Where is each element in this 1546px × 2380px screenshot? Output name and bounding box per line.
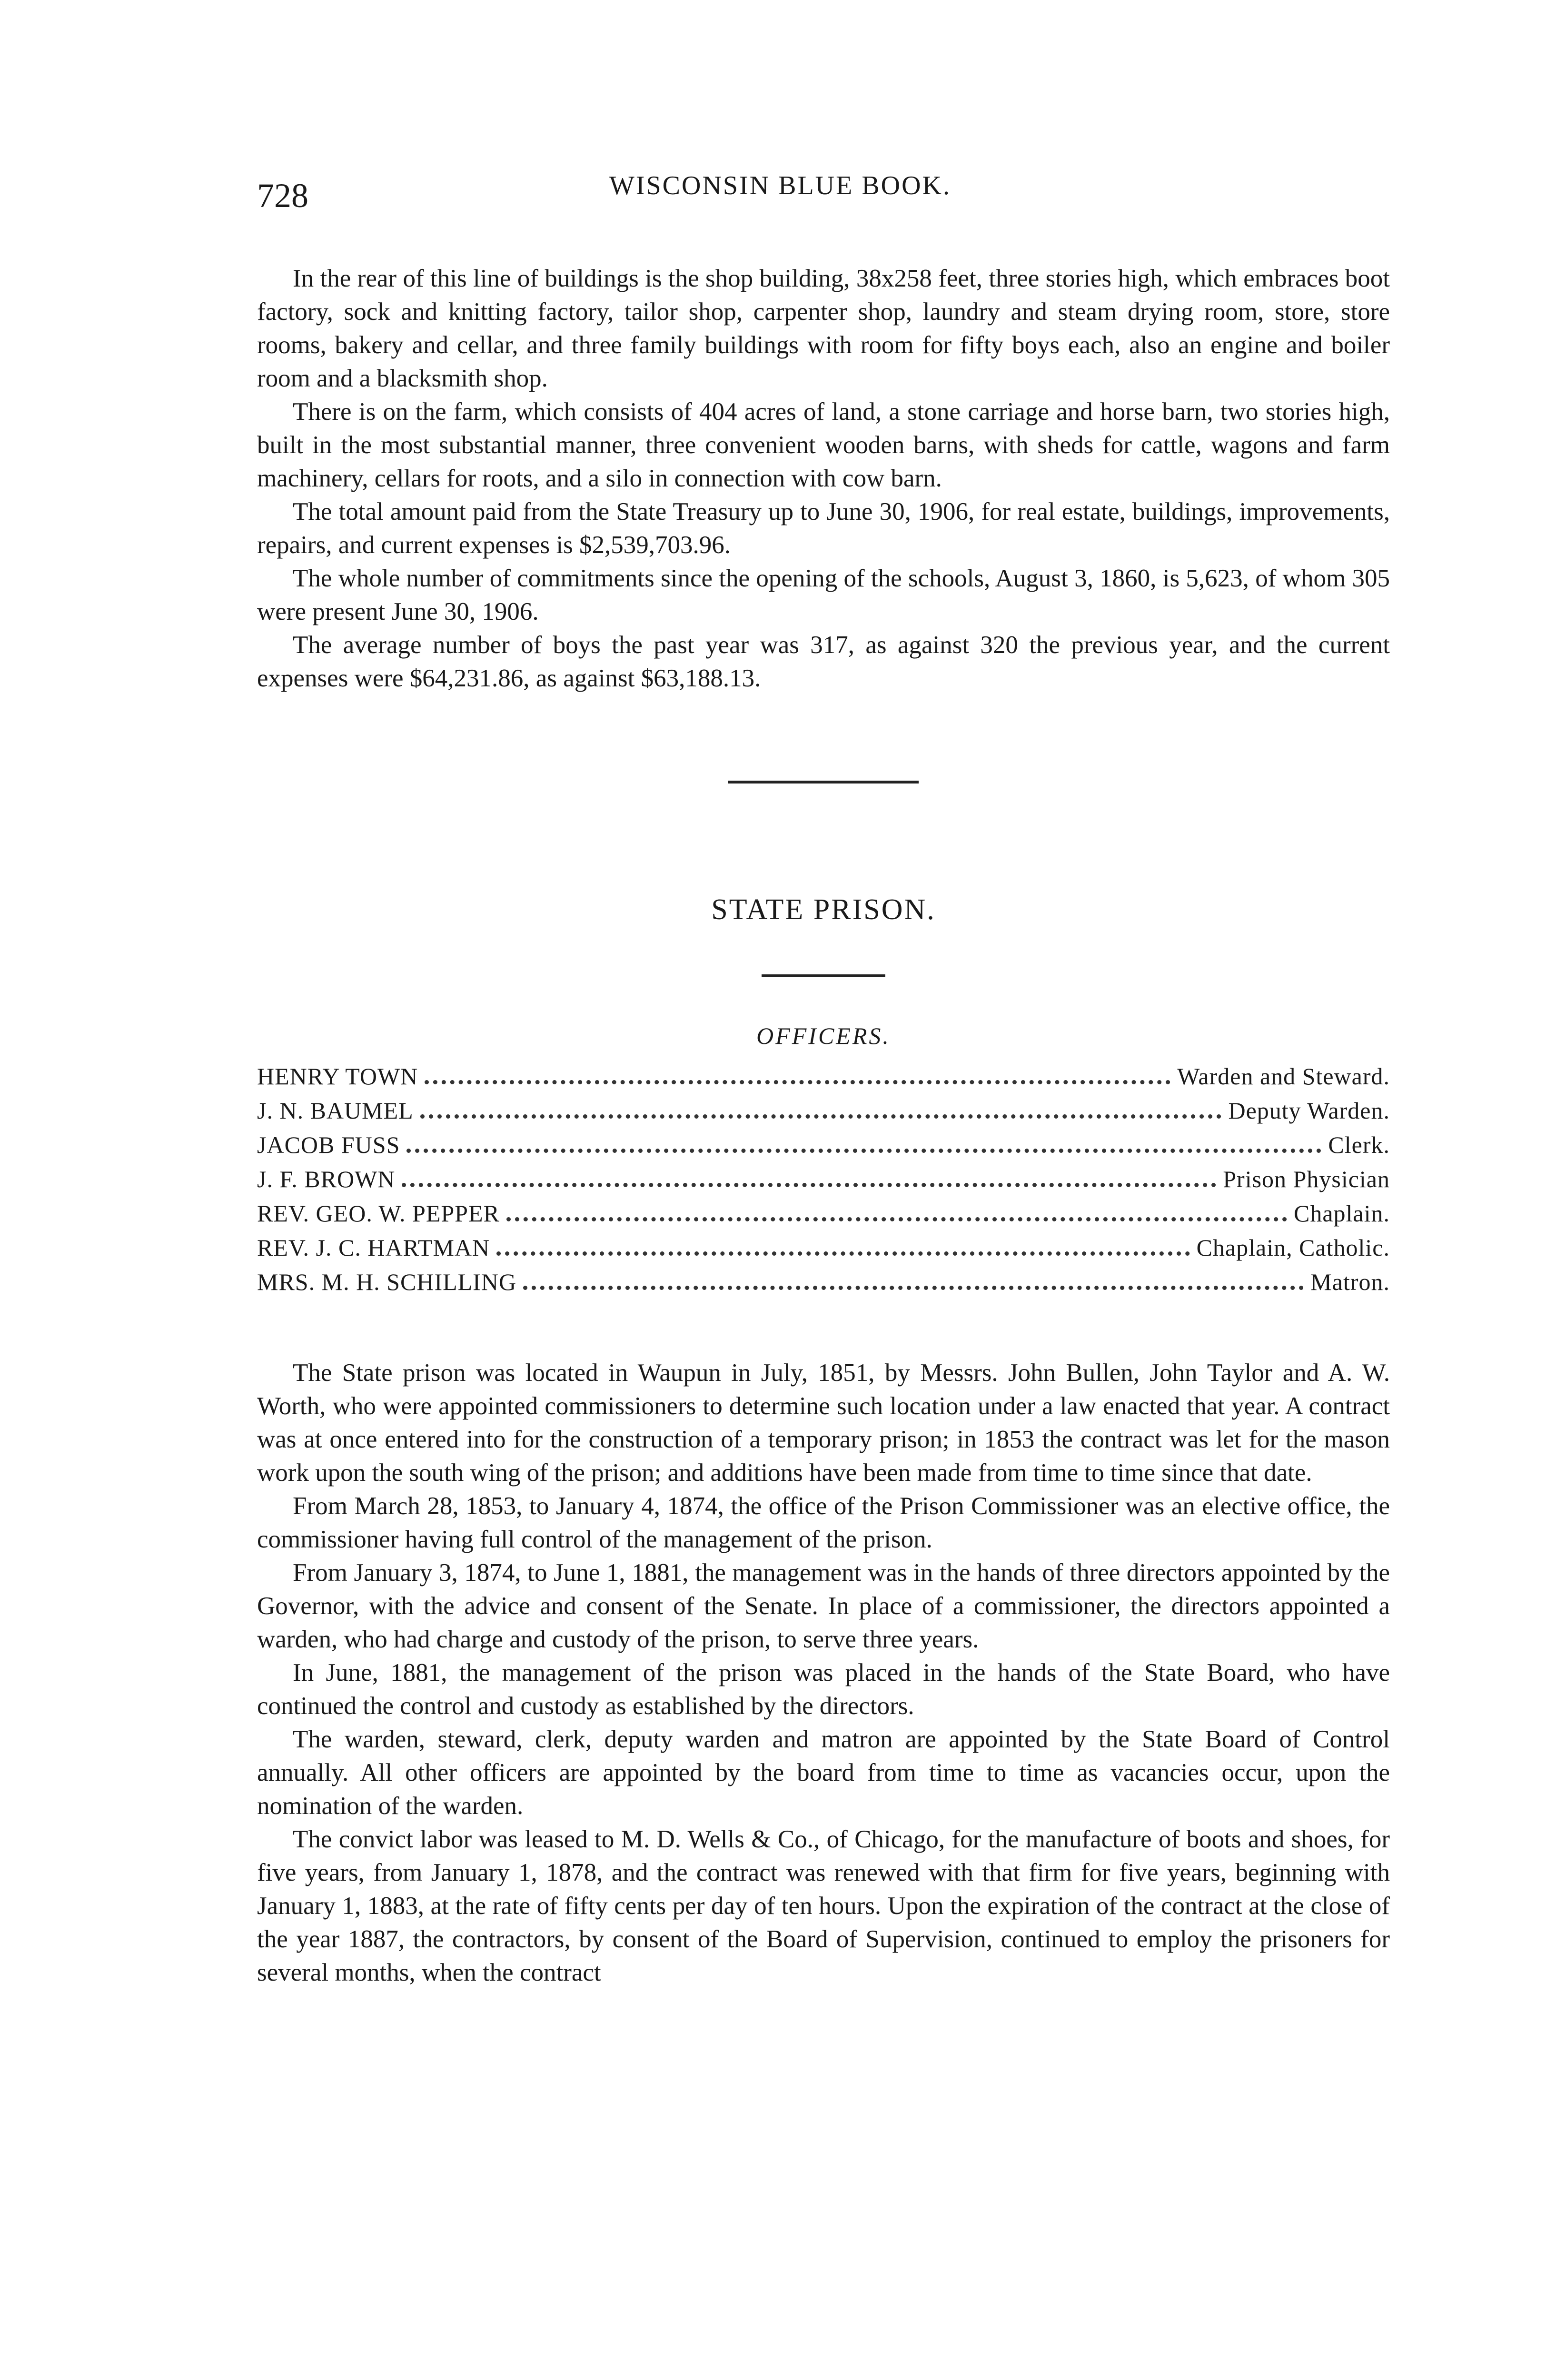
paragraph: The whole number of commitments since the opening of the schools, August 3, 1860, is 5,623, of whom 305 were present June 30, 1906. [257, 565, 1390, 625]
section-divider [728, 781, 919, 783]
paragraph: The convict labor was leased to M. D. Wells & Co., of Chicago, for the manufacture of boots and shoes, for five years, from January 1, 1878, and the contract was renewed with that firm for five years, beginning with January 1, 1883, at the rate of fifty cents per day of ten hours. Upon the expiration of the contract at the close of the year 1887, the contractors, by consent of the Board of Supervision, continued to employ the prisoners for several months, when the contract [257, 1825, 1390, 1986]
paragraph: The State prison was located in Waupun in July, 1851, by Messrs. John Bullen, John Taylor and A. W. Worth, who were appointed commissioners to determine such location under a law enacted that year. A contract was at once entered into for the construction of a temporary prison; in 1853 the contract was let for the mason work upon the south wing of the prison; and additions have been made from time to time since that date. [257, 1359, 1390, 1487]
running-head [257, 157, 1390, 215]
officer-row [257, 1196, 1390, 1230]
officer-name: J. N. BAUMEL [257, 1097, 414, 1124]
officer-row [257, 1059, 1390, 1093]
leader-dots [523, 1286, 1304, 1290]
officers-heading: OFFICERS. [756, 1022, 891, 1049]
officer-row [257, 1265, 1390, 1299]
section-title: STATE PRISON. [711, 893, 936, 926]
leader-dots [402, 1183, 1216, 1187]
intro-text [257, 262, 1390, 695]
officer-name: REV. GEO. W. PEPPER [257, 1200, 500, 1227]
officer-name: REV. J. C. HARTMAN [257, 1234, 490, 1261]
running-title: WISCONSIN BLUE BOOK. [609, 171, 951, 200]
officer-name: J. F. BROWN [257, 1166, 396, 1192]
officer-row [257, 1093, 1390, 1128]
leader-dots [496, 1251, 1189, 1256]
officer-title: Warden and Steward. [1177, 1063, 1390, 1090]
paragraph: From January 3, 1874, to June 1, 1881, the management was in the hands of three directors appointed by the Governor, with the advice and consent of the Senate. In place of a commissioner, the directors appointed a warden, who had charge and custody of the prison, to serve three years. [257, 1559, 1390, 1653]
leader-dots [406, 1149, 1321, 1153]
officer-title: Clerk. [1328, 1131, 1390, 1158]
paragraph: In the rear of this line of buildings is the shop building, 38x258 feet, three stories high, which embraces boot factory, sock and knitting factory, tailor shop, carpenter shop, laundry and steam drying room, store, store rooms, bakery and cellar, and three family buildings with room for fifty boys each, also an engine and boiler room and a blacksmith shop. [257, 265, 1390, 392]
title-underline [762, 974, 885, 977]
officer-title: Chaplain. [1293, 1200, 1390, 1227]
leader-dots [506, 1217, 1287, 1221]
book-page [257, 157, 1390, 1989]
officer-name: MRS. M. H. SCHILLING [257, 1269, 517, 1295]
prison-history-text [257, 1356, 1390, 1989]
officer-name: JACOB FUSS [257, 1131, 400, 1158]
officer-row [257, 1230, 1390, 1265]
paragraph: The average number of boys the past year was 317, as against 320 the previous year, and the current expenses were $64,231.86, as against $63,188.13. [257, 631, 1390, 692]
paragraph: In June, 1881, the management of the prison was placed in the hands of the State Board, who have continued the control and custody as established by the directors. [257, 1659, 1390, 1720]
leader-dots [425, 1080, 1170, 1084]
officer-title: Prison Physician [1223, 1166, 1390, 1192]
officer-title: Chaplain, Catholic. [1196, 1234, 1390, 1261]
officer-row [257, 1162, 1390, 1196]
paragraph: From March 28, 1853, to January 4, 1874, the office of the Prison Commissioner was an elective office, the commissioner having full control of the management of the prison. [257, 1492, 1390, 1553]
leader-dots [420, 1114, 1222, 1119]
paragraph: The warden, steward, clerk, deputy warden and matron are appointed by the State Board of Control annually. All other officers are appointed by the board from time to time as vacancies occur, upon the nomination of the warden. [257, 1726, 1390, 1820]
officer-title: Deputy Warden. [1228, 1097, 1390, 1124]
officer-name: HENRY TOWN [257, 1063, 418, 1090]
paragraph: There is on the farm, which consists of 404 acres of land, a stone carriage and horse barn, two stories high, built in the most substantial manner, three convenient wooden barns, with sheds for cattle, wagons and farm machinery, cellars for roots, and a silo in connection with cow barn. [257, 398, 1390, 492]
paragraph: The total amount paid from the State Treasury up to June 30, 1906, for real estate, buildings, improvements, repairs, and current expenses is $2,539,703.96. [257, 498, 1390, 559]
page-number: 728 [257, 177, 308, 215]
officers-list [257, 1059, 1390, 1299]
officer-title: Matron. [1310, 1269, 1390, 1295]
officer-row [257, 1128, 1390, 1162]
